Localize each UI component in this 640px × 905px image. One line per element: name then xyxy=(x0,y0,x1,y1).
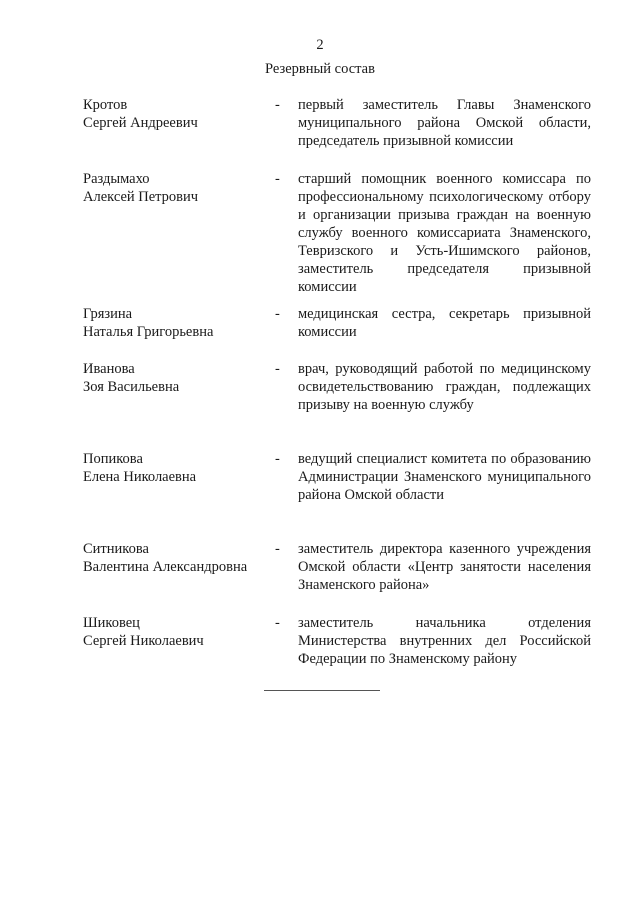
member-role: старший помощник военного комиссара по профессиональному психологическому отбору и организации призыва граждан на военную службу военного комиссариата Знаменского, Тевризского и Усть-Ишимского районов, заместитель председателя призывной комиссии xyxy=(298,171,591,295)
member-entry xyxy=(83,540,593,614)
document-title: Резервный состав xyxy=(265,61,375,77)
member-role: заместитель начальника отделения Министерства внутренних дел Российской Федерации по Знаменскому району xyxy=(298,615,591,667)
member-surname: Попикова xyxy=(83,451,143,467)
members-list xyxy=(83,96,593,674)
member-name xyxy=(83,450,273,486)
member-name xyxy=(83,305,273,341)
member-surname: Раздымахо xyxy=(83,171,150,187)
member-role: врач, руководящий работой по медицинскому освидетельствованию граждан, подлежащих призыву на военную службу xyxy=(298,361,591,413)
member-entry xyxy=(83,450,593,540)
member-surname: Иванова xyxy=(83,361,135,377)
member-given-names: Елена Николаевна xyxy=(83,469,197,485)
member-role: медицинская сестра, секретарь призывной комиссии xyxy=(298,306,591,340)
page-number: 2 xyxy=(316,37,324,53)
member-name xyxy=(83,96,273,132)
dash-separator: - xyxy=(275,97,280,113)
dash-separator: - xyxy=(275,615,280,631)
member-entry xyxy=(83,96,593,170)
member-name xyxy=(83,614,273,650)
member-role: заместитель директора казенного учреждения Омской области «Центр занятости населения Знаменского района» xyxy=(298,541,591,593)
member-given-names: Зоя Васильевна xyxy=(83,379,180,395)
member-given-names: Наталья Григорьевна xyxy=(83,324,214,340)
dash-separator: - xyxy=(275,541,280,557)
member-entry xyxy=(83,614,593,674)
dash-separator: - xyxy=(275,171,280,187)
dash-separator: - xyxy=(275,451,280,467)
dash-separator: - xyxy=(275,306,280,322)
closing-rule xyxy=(264,690,380,691)
member-given-names: Сергей Николаевич xyxy=(83,633,204,649)
member-role: первый заместитель Главы Знаменского муниципального района Омской области, председатель призывной комиссии xyxy=(298,97,591,149)
member-name xyxy=(83,360,273,396)
member-name xyxy=(83,170,273,206)
member-name xyxy=(83,540,273,576)
member-given-names: Валентина Александровна xyxy=(83,559,248,575)
member-given-names: Сергей Андреевич xyxy=(83,115,198,131)
member-entry xyxy=(83,170,593,305)
member-surname: Грязина xyxy=(83,306,133,322)
member-role: ведущий специалист комитета по образованию Администрации Знаменского муниципального района Омской области xyxy=(298,451,591,503)
dash-separator: - xyxy=(275,361,280,377)
member-surname: Кротов xyxy=(83,97,128,113)
member-entry xyxy=(83,360,593,450)
member-entry xyxy=(83,305,593,360)
member-surname: Шиковец xyxy=(83,615,140,631)
member-given-names: Алексей Петрович xyxy=(83,189,199,205)
member-surname: Ситникова xyxy=(83,541,149,557)
